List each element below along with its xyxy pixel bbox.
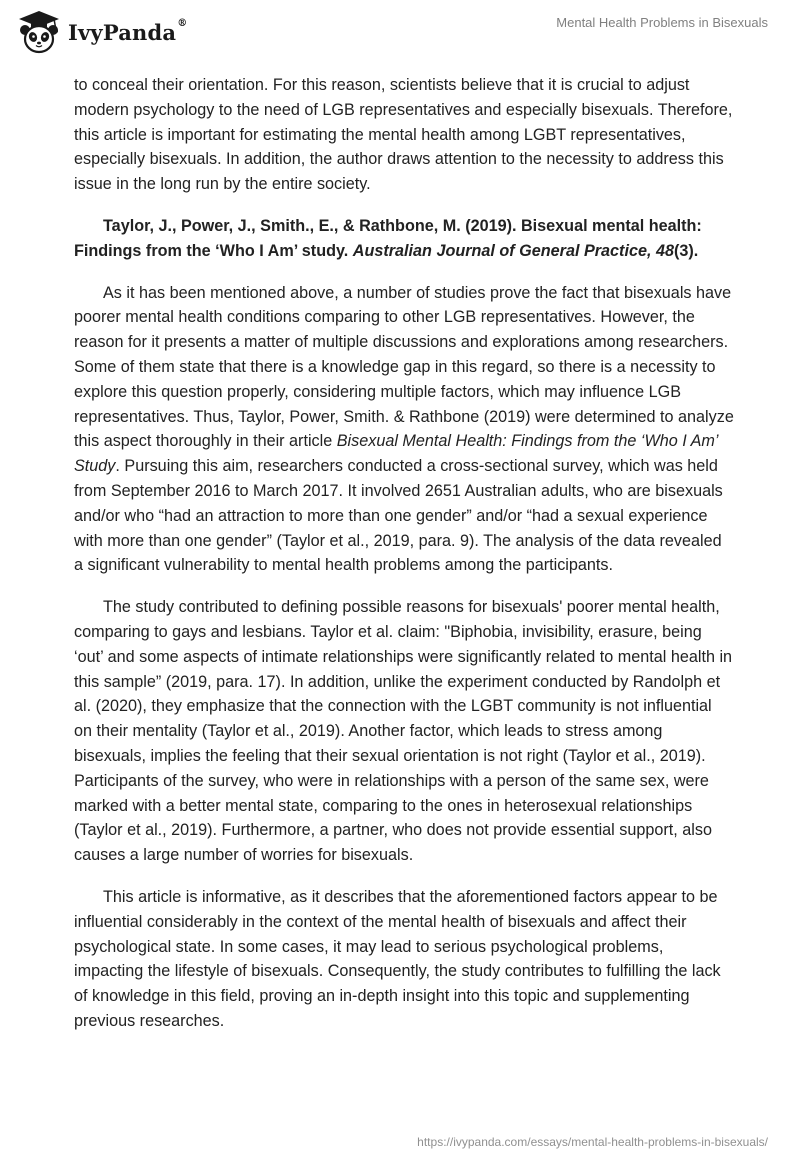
reference-heading: Taylor, J., Power, J., Smith., E., & Rathbone, M. (2019). Bisexual mental health: Findings from the ‘Who I Am’ study. Australian Journal of General Practice, 48(3). (74, 216, 702, 260)
paragraph-findings: The study contributed to defining possible reasons for bisexuals' poorer mental health, comparing to gays and lesbians. Taylor et al. claim: "Biphobia, invisibility, erasure, being ‘out’ and some aspects of intimate relationships were significantly related to mental health in this sample” (2019, para. 17). In addition, unlike the experiment conducted by Randolph et al. (2020), they emphasize that the connection with the LGBT community is not influential on their mentality (Taylor et al., 2019). Another factor, which leads to stress among bisexuals, implies the feeling that their sexual orientation is not right (Taylor et al., 2019). Participants of the survey, who were in relationships with a person of the same sex, were marked with a better mental state, comparing to the ones in heterosexual relationships (Taylor et al., 2019). Furthermore, a partner, who does not provide essential support, also causes a large number of worries for bisexuals. (74, 598, 733, 865)
running-title: Mental Health Problems in Bisexuals (556, 15, 768, 30)
source-url[interactable]: https://ivypanda.com/essays/mental-health-problems-in-bisexuals/ (417, 1135, 768, 1149)
paragraph-continuation: to conceal their orientation. For this reason, scientists believe that it is crucial to adjust modern psychology to the need of LGB representatives and especially bisexuals. Therefore, this article is important for estimating the mental health among LGBT representatives, especially bisexuals. In addition, the author draws attention to the necessity to address this issue in the long run by the entire society. (74, 76, 733, 194)
reference-journal: Australian Journal of General Practice, 48 (352, 241, 674, 260)
paragraph-summary: As it has been mentioned above, a number of studies prove the fact that bisexuals have poorer mental health conditions comparing to other LGB representatives. However, the reason for it presents a matter of multiple discussions and explorations among researchers. Some of them state that there is a knowledge gap in this regard, so there is a necessity to explore this question properly, considering multiple factors, which may influence LGB representatives. Thus, Taylor, Power, Smith. & Rathbone (2019) were determined to analyze this aspect thoroughly in their article Bisexual Mental Health: Findings from the ‘Who I Am’ Study. Pursuing this aim, researchers conducted a cross-sectional survey, which was held from September 2016 to March 2017. It involved 2651 Australian adults, who are bisexuals and/or who “had an attraction to more than one gender” and/or “had a sexual experience with more than one gender” (Taylor et al., 2019, para. 9). The analysis of the data revealed a significant vulnerability to mental health problems among the participants. (74, 283, 734, 575)
panda-logo-icon (14, 8, 64, 56)
article-title: Bisexual Mental Health: Findings from the ‘Who I Am’ Study (74, 432, 718, 476)
brand-name: IvyPanda® (68, 17, 188, 45)
brand-logo[interactable] (14, 8, 187, 56)
essay-body (74, 73, 734, 1051)
page-header (0, 0, 800, 70)
paragraph-evaluation: This article is informative, as it describes that the aforementioned factors appear to be influential considerably in the context of the mental health of bisexuals and affect their psychological state. In some cases, it may lead to serious psychological problems, impacting the lifestyle of bisexuals. Consequently, the study contributes to fulfilling the lack of knowledge in this field, proving an in-depth insight into this topic and supplementing previous researches. (74, 887, 721, 1030)
